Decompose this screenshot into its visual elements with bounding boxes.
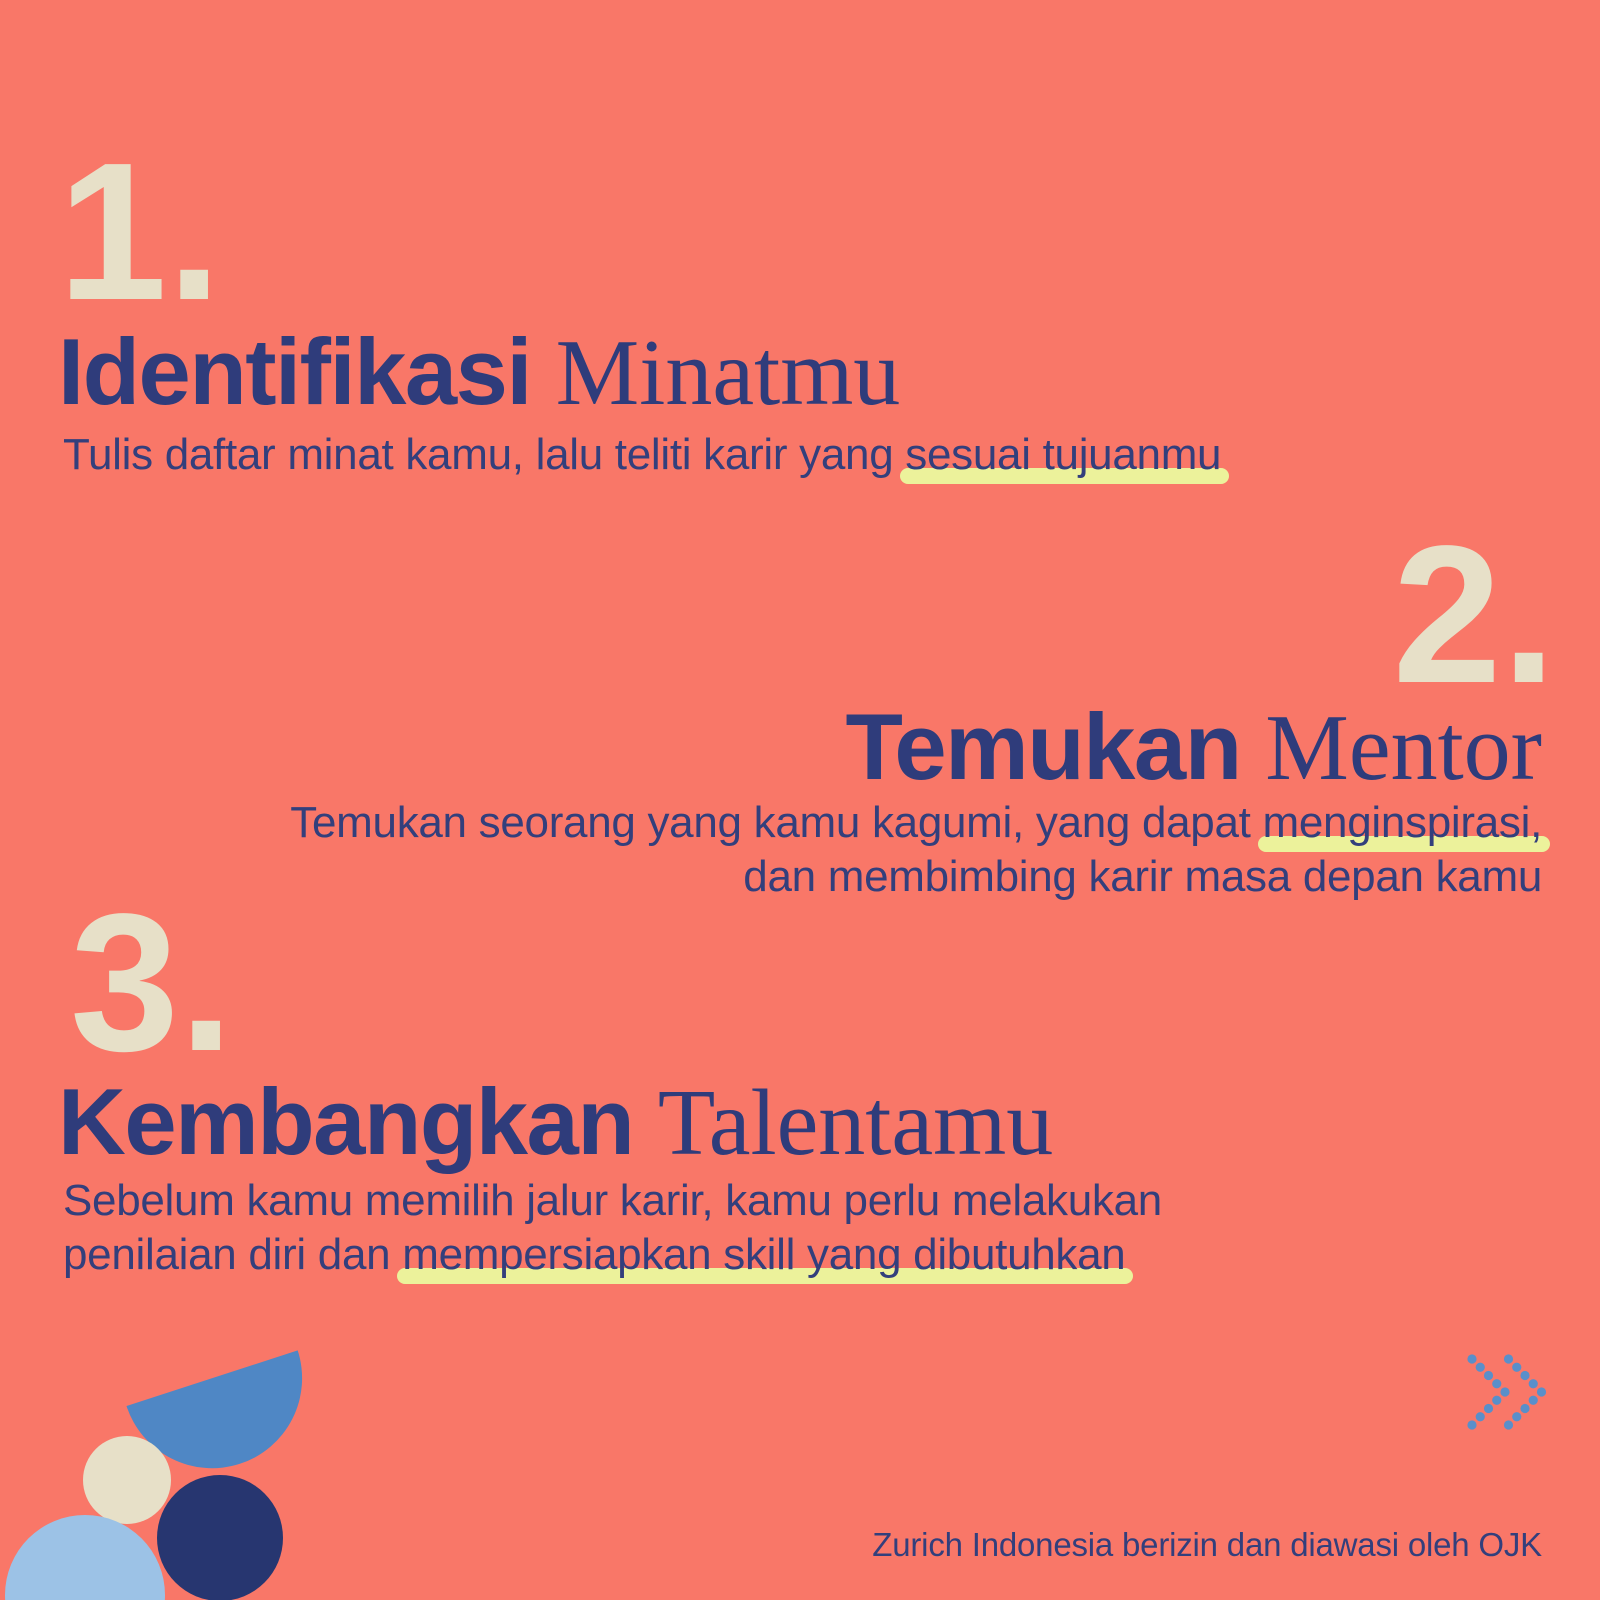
- step-2-title-sans: Temukan: [845, 694, 1241, 799]
- step-1-title: [58, 319, 901, 425]
- dark-navy-circle-shape: [157, 1475, 283, 1600]
- step-2-title-serif: Mentor: [1265, 696, 1542, 800]
- step-3-number: 3.: [70, 873, 234, 1092]
- step-2-number: 2.: [1392, 505, 1556, 724]
- step-1-highlighted-text: sesuai tujuanmu: [905, 430, 1222, 479]
- step-3-title-sans: Kembangkan: [58, 1069, 634, 1174]
- step-1-body-text: Tulis daftar minat kamu, lalu teliti karir yang: [63, 430, 906, 479]
- double-chevron-right-icon: [1462, 1349, 1562, 1435]
- step-2-body-text: Temukan seorang yang kamu kagumi, yang dapat: [290, 798, 1263, 847]
- step-2-body-line-2: dan membimbing karir masa depan kamu: [743, 852, 1542, 901]
- step-3-highlighted-text: mempersiapkan skill yang dibutuhkan: [402, 1230, 1126, 1279]
- light-blue-circle-shape: [5, 1515, 165, 1600]
- step-2-body: [290, 796, 1542, 904]
- step-3-body-line-1: Sebelum kamu memilih jalur karir, kamu perlu melakukan: [63, 1176, 1162, 1225]
- step-3-title-serif: Talentamu: [657, 1071, 1054, 1175]
- step-2-highlighted-text: menginspirasi,: [1262, 798, 1542, 847]
- step-3-body: [63, 1174, 1162, 1282]
- step-3-title: [58, 1069, 1054, 1175]
- step-1-title-serif: Minatmu: [555, 321, 901, 425]
- step-1-number: 1.: [58, 122, 222, 341]
- step-3-body-line-2: [63, 1228, 1162, 1282]
- step-2-title: [845, 694, 1542, 800]
- step-2-body-line-1: [290, 796, 1542, 850]
- step-1-title-sans: Identifikasi: [58, 319, 532, 424]
- step-1-body: [63, 428, 1221, 482]
- step-3-body-text: penilaian diri dan: [63, 1230, 403, 1279]
- regulatory-disclaimer: Zurich Indonesia berizin dan diawasi oleh OJK: [872, 1526, 1542, 1563]
- cream-circle-shape: [83, 1436, 171, 1524]
